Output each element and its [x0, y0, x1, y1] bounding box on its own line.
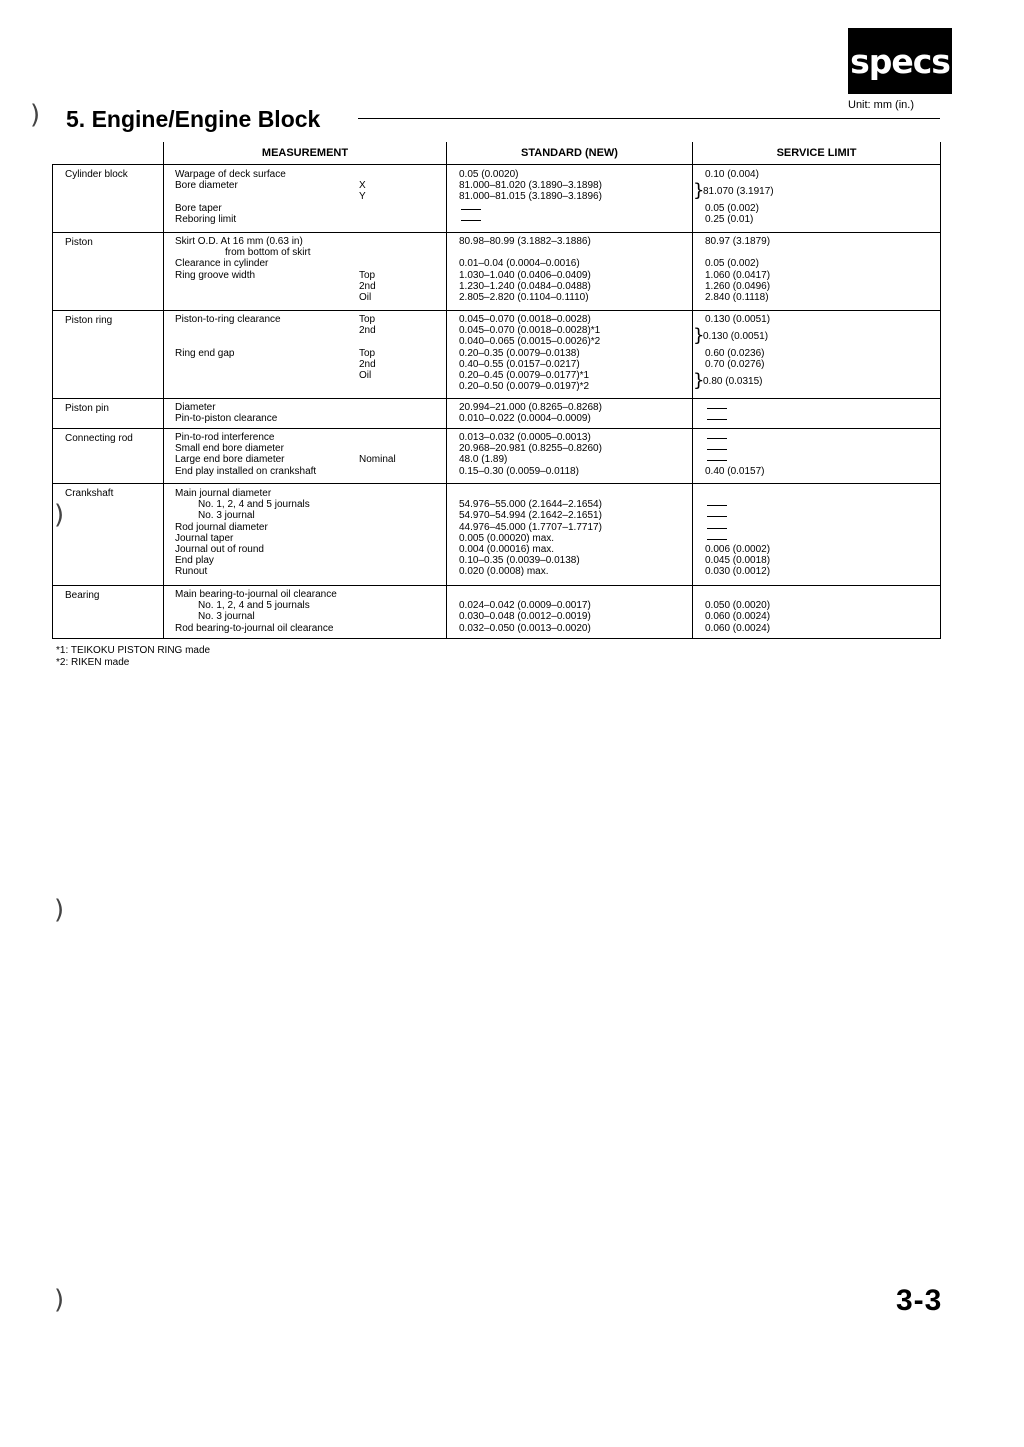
sub-label: 2nd [359, 358, 376, 370]
limit-value: 0.80 (0.0315) [703, 375, 763, 387]
sub-label: Top [359, 269, 376, 281]
limit-cell [693, 399, 941, 429]
limit-value: 0.045 (0.0018) [705, 555, 771, 567]
measurement-cell [164, 586, 447, 639]
table-row [53, 233, 941, 311]
standard-value: 0.01–0.04 (0.0004–0.0016) [459, 258, 580, 270]
dash-mark [707, 408, 727, 409]
limit-value: 0.25 (0.01) [705, 213, 754, 225]
standard-value: 0.10–0.35 (0.0039–0.0138) [459, 555, 580, 567]
measurement-text: Rod journal diameter [175, 521, 268, 533]
dash-mark [707, 438, 727, 439]
dash-mark [707, 528, 727, 529]
standard-value: 2.805–2.820 (0.1104–0.1110) [459, 292, 589, 303]
standard-value: 0.020 (0.0008) max. [459, 566, 549, 578]
header-service-limit: SERVICE LIMIT [693, 142, 941, 165]
table-row [53, 399, 941, 429]
standard-value: 20.994–21.000 (0.8265–0.8268) [459, 402, 602, 413]
standard-value: 0.20–0.50 (0.0079–0.0197)*2 [459, 381, 590, 393]
binding-hole-mark: ) [54, 1285, 65, 1315]
dash-mark [707, 539, 727, 540]
binding-hole-mark: ) [54, 500, 65, 530]
section-title: 5. Engine/Engine Block [66, 106, 321, 132]
standard-cell [447, 165, 693, 233]
measurement-text: Piston-to-ring clearance [175, 314, 281, 325]
limit-cell [693, 233, 941, 311]
dash-mark [461, 220, 481, 221]
limit-value: 0.60 (0.0236) [705, 347, 765, 359]
table-header-row [53, 142, 941, 165]
standard-value: 0.40–0.55 (0.0157–0.0217) [459, 358, 580, 370]
standard-value: 1.030–1.040 (0.0406–0.0409) [459, 269, 591, 281]
footnote-1: *1: TEIKOKU PISTON RING made [56, 645, 211, 656]
header-measurement: MEASUREMENT [164, 142, 447, 165]
standard-value: 0.15–0.30 (0.0059–0.0118) [459, 465, 579, 477]
measurement-text: Journal out of round [175, 544, 264, 555]
standard-cell [447, 586, 693, 639]
limit-cell [693, 484, 941, 586]
standard-value: 80.98–80.99 (3.1882–3.1886) [459, 236, 591, 247]
dash-mark [707, 419, 727, 420]
sub-label: Nominal [359, 454, 396, 466]
standard-value: 48.0 (1.89) [459, 454, 508, 466]
standard-value: 0.045–0.070 (0.0018–0.0028)*1 [459, 325, 601, 337]
standard-value: 20.968–20.981 (0.8255–0.8260) [459, 443, 602, 455]
standard-value: 54.976–55.000 (2.1644–2.1654) [459, 499, 602, 511]
dash-mark [707, 460, 727, 461]
sub-label: 2nd [359, 325, 376, 337]
sub-label: 2nd [359, 280, 376, 292]
limit-value: 1.260 (0.0496) [705, 280, 771, 292]
standard-value: 0.05 (0.0020) [459, 169, 519, 180]
standard-value: 54.970–54.994 (2.1642–2.1651) [459, 510, 602, 522]
measurement-text: Ring groove width [175, 269, 256, 281]
standard-value: 0.040–0.065 (0.0015–0.0026)*2 [459, 336, 601, 348]
limit-value: 0.05 (0.002) [705, 202, 759, 214]
measurement-text: End play [175, 555, 214, 567]
limit-value: 80.97 (3.1879) [705, 236, 771, 247]
header-category [53, 142, 164, 165]
measurement-text: from bottom of skirt [225, 247, 311, 259]
measurement-text: No. 1, 2, 4 and 5 journals [198, 499, 310, 511]
measurement-text: Small end bore diameter [175, 443, 284, 455]
standard-cell [447, 311, 693, 399]
measurement-text: Clearance in cylinder [175, 258, 269, 270]
category-cell: Piston pin [53, 399, 164, 429]
binding-hole-mark: ) [54, 895, 65, 925]
measurement-text: Main journal diameter [175, 488, 272, 499]
standard-value: 0.032–0.050 (0.0013–0.0020) [459, 622, 591, 634]
measurement-text: Pin-to-piston clearance [175, 413, 278, 425]
measurement-text: Warpage of deck surface [175, 169, 286, 180]
table-row [53, 484, 941, 586]
limit-cell [693, 586, 941, 639]
footnote-2: *2: RIKEN made [56, 657, 130, 668]
limit-value: 0.40 (0.0157) [705, 465, 765, 477]
measurement-text: Main bearing-to-journal oil clearance [175, 589, 337, 600]
dash-mark [461, 209, 481, 210]
measurement-text: Diameter [175, 402, 216, 413]
title-rule [358, 118, 940, 119]
standard-cell [447, 399, 693, 429]
brace-mark: } [693, 369, 705, 391]
measurement-text: Pin-to-rod interference [175, 432, 275, 443]
sub-label: Top [359, 314, 376, 325]
limit-value: 1.060 (0.0417) [705, 269, 771, 281]
measurement-cell [164, 429, 447, 484]
standard-value: 0.030–0.048 (0.0012–0.0019) [459, 611, 591, 623]
standard-cell [447, 484, 693, 586]
table-row [53, 586, 941, 639]
standard-value: 0.004 (0.00016) max. [459, 544, 555, 555]
brace-mark: } [693, 179, 705, 201]
measurement-text: No. 3 journal [198, 510, 255, 522]
limit-value: 0.130 (0.0051) [705, 314, 771, 325]
measurement-cell [164, 484, 447, 586]
measurement-text: End play installed on crankshaft [175, 465, 317, 477]
measurement-text: Runout [175, 566, 208, 578]
unit-label: Unit: mm (in.) [848, 99, 914, 111]
standard-value: 0.005 (0.00020) max. [459, 532, 555, 544]
standard-value: 0.024–0.042 (0.0009–0.0017) [459, 600, 591, 612]
limit-value: 2.840 (0.1118) [705, 292, 769, 303]
limit-value: 0.130 (0.0051) [703, 330, 769, 342]
measurement-text: No. 3 journal [198, 611, 255, 623]
table-row [53, 165, 941, 233]
limit-value: 0.060 (0.0024) [705, 622, 771, 634]
page-number: 3-3 [896, 1284, 943, 1317]
measurement-text: Rod bearing-to-journal oil clearance [175, 622, 334, 634]
limit-value: 0.050 (0.0020) [705, 600, 771, 612]
category-cell: Piston ring [53, 311, 164, 399]
limit-value: 0.70 (0.0276) [705, 358, 765, 370]
measurement-text: Journal taper [175, 532, 234, 544]
brace-mark: } [693, 324, 705, 346]
sub-label: Oil [359, 292, 372, 303]
measurement-text: No. 1, 2, 4 and 5 journals [198, 600, 310, 612]
measurement-text: Skirt O.D. At 16 mm (0.63 in) [175, 236, 303, 247]
sub-label: X [359, 180, 366, 192]
sub-label: Y [359, 191, 366, 203]
limit-cell [693, 311, 941, 399]
standard-value: 0.20–0.35 (0.0079–0.0138) [459, 347, 580, 359]
table-row [53, 311, 941, 399]
sub-label: Top [359, 347, 376, 359]
standard-value: 0.010–0.022 (0.0004–0.0009) [459, 413, 591, 425]
measurement-text: Reboring limit [175, 213, 237, 225]
limit-cell [693, 165, 941, 233]
limit-cell [693, 429, 941, 484]
measurement-cell [164, 399, 447, 429]
standard-value: 81.000–81.015 (3.1890–3.1896) [459, 191, 602, 203]
header-standard: STANDARD (NEW) [447, 142, 693, 165]
category-cell: Connecting rod [53, 429, 164, 484]
measurement-cell [164, 233, 447, 311]
category-cell: Cylinder block [53, 165, 164, 233]
limit-value: 0.05 (0.002) [705, 258, 759, 270]
category-cell: Crankshaft [53, 484, 164, 586]
standard-value: 0.045–0.070 (0.0018–0.0028) [459, 314, 591, 325]
dash-mark [707, 505, 727, 506]
footnotes [56, 645, 210, 669]
category-cell: Bearing [53, 586, 164, 639]
limit-value: 0.060 (0.0024) [705, 611, 771, 623]
specs-logo: specs [848, 28, 952, 94]
standard-cell [447, 429, 693, 484]
standard-value: 0.20–0.45 (0.0079–0.0177)*1 [459, 370, 590, 381]
dash-mark [707, 449, 727, 450]
standard-value: 44.976–45.000 (1.7707–1.7717) [459, 521, 602, 533]
binding-hole-mark: ) [30, 100, 41, 130]
sub-label: Oil [359, 370, 372, 381]
measurement-text: Large end bore diameter [175, 454, 285, 466]
table-row [53, 429, 941, 484]
standard-value: 0.013–0.032 (0.0005–0.0013) [459, 432, 591, 443]
standard-cell [447, 233, 693, 311]
measurement-text: Ring end gap [175, 347, 235, 359]
standard-value: 1.230–1.240 (0.0484–0.0488) [459, 280, 591, 292]
measurement-text: Bore diameter [175, 180, 238, 192]
specs-table [52, 142, 941, 639]
limit-value: 0.006 (0.0002) [705, 544, 771, 555]
limit-value: 81.070 (3.1917) [703, 185, 774, 197]
standard-value: 81.000–81.020 (3.1890–3.1898) [459, 180, 602, 192]
category-cell: Piston [53, 233, 164, 311]
limit-value: 0.10 (0.004) [705, 169, 759, 180]
measurement-cell [164, 165, 447, 233]
dash-mark [707, 516, 727, 517]
limit-value: 0.030 (0.0012) [705, 566, 771, 578]
measurement-cell [164, 311, 447, 399]
measurement-text: Bore taper [175, 202, 222, 214]
